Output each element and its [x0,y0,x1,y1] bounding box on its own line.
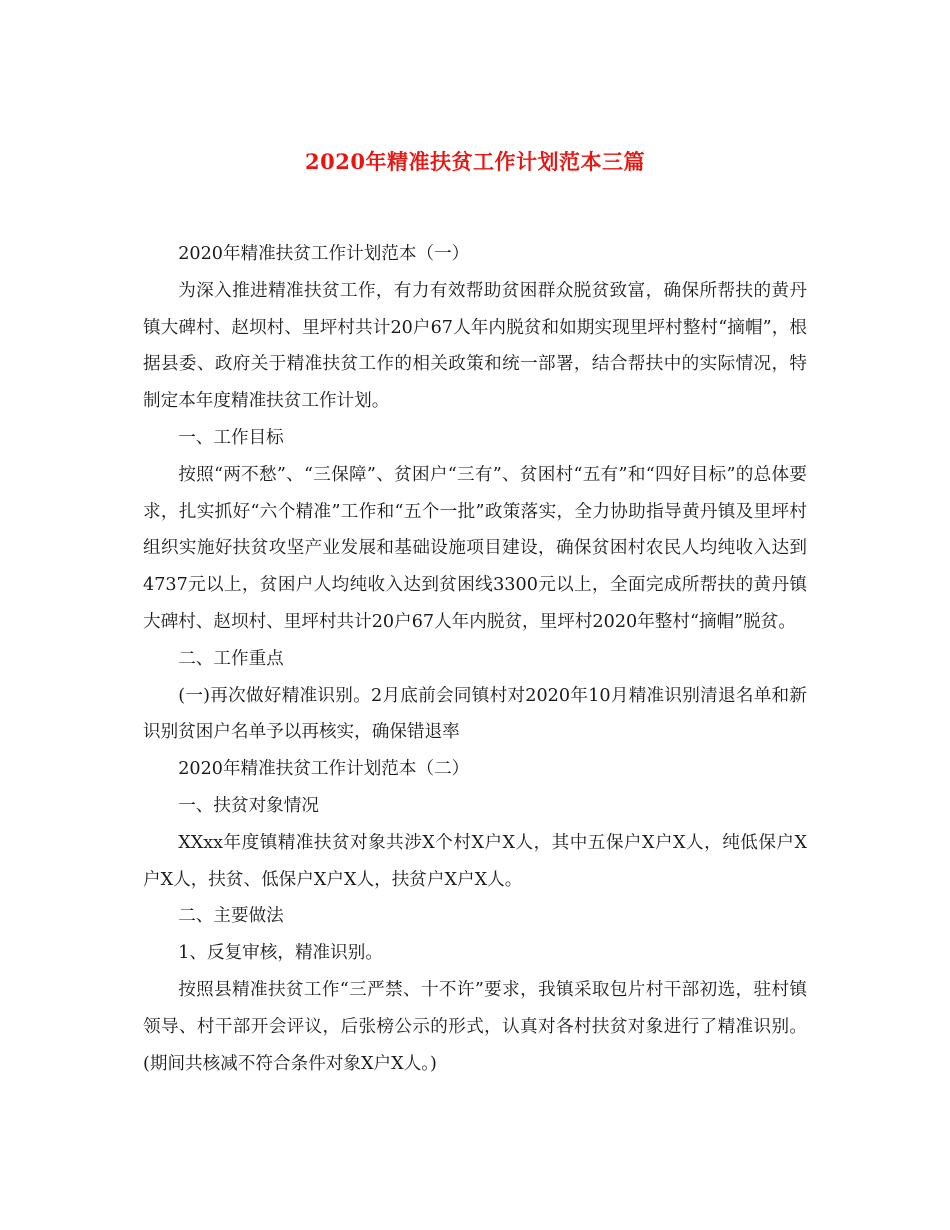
paragraph: (一)再次做好精准识别。2月底前会同镇村对2020年10月精准识别清退名单和新识别贫困户名单予以再核实，确保错退率 [143,685,807,743]
section-heading: 一、扶贫对象情况 [178,795,319,816]
paragraph: 为深入推进精准扶贫工作，有力有效帮助贫困群众脱贫致富，确保所帮扶的黄丹镇大碑村、赵坝村、里坪村共计20户67人年内脱贫和如期实现里坪村整村“摘帽”，根据县委、政府关于精准扶贫工作的相关政策和统一部署，结合帮扶中的实际情况，特制定本年度精准扶贫工作计划。 [143,280,807,412]
section-heading: 二、主要做法 [178,906,284,927]
paragraph: 按照县精准扶贫工作“三严禁、十不许”要求，我镇采取包片村干部初选，驻村镇领导、村干部开会评议，后张榜公示的形式，认真对各村扶贫对象进行了精准识别。(期间共核减不符合条件对象X户X人。) [143,979,807,1074]
document-title: 2020年精准扶贫工作计划范本三篇 [305,149,645,174]
paragraph: 2020年精准扶贫工作计划范本（二） [178,759,470,780]
section-heading: 二、工作重点 [178,648,284,669]
paragraph: 按照“两不愁”、“三保障”、贫困户“三有”、贫困村“五有”和“四好目标”的总体要求，扎实抓好“六个精准”工作和“五个一批”政策落实，全力协助指导黄丹镇及里坪村组织实施好扶贫攻坚产业发展和基础设施项目建设，确保贫困村农民人均纯收入达到4737元以上，贫困户人均纯收入达到贫困线3300元以上，全面完成所帮扶的黄丹镇大碑村、赵坝村、里坪村共计20户67人年内脱贫，里坪村2020年整村“摘帽”脱贫。 [143,464,807,632]
paragraph: 2020年精准扶贫工作计划范本（一） [178,244,470,264]
paragraph: 1、反复审核，精准识别。 [178,943,383,964]
document-body [143,236,807,1082]
section-heading: 一、工作目标 [178,427,284,448]
paragraph: XXxx年度镇精准扶贫对象共涉X个村X户X人，其中五保户X户X人，纯低保户X户X人，扶贫、低保户X户X人，扶贫户X户X人。 [143,832,807,890]
